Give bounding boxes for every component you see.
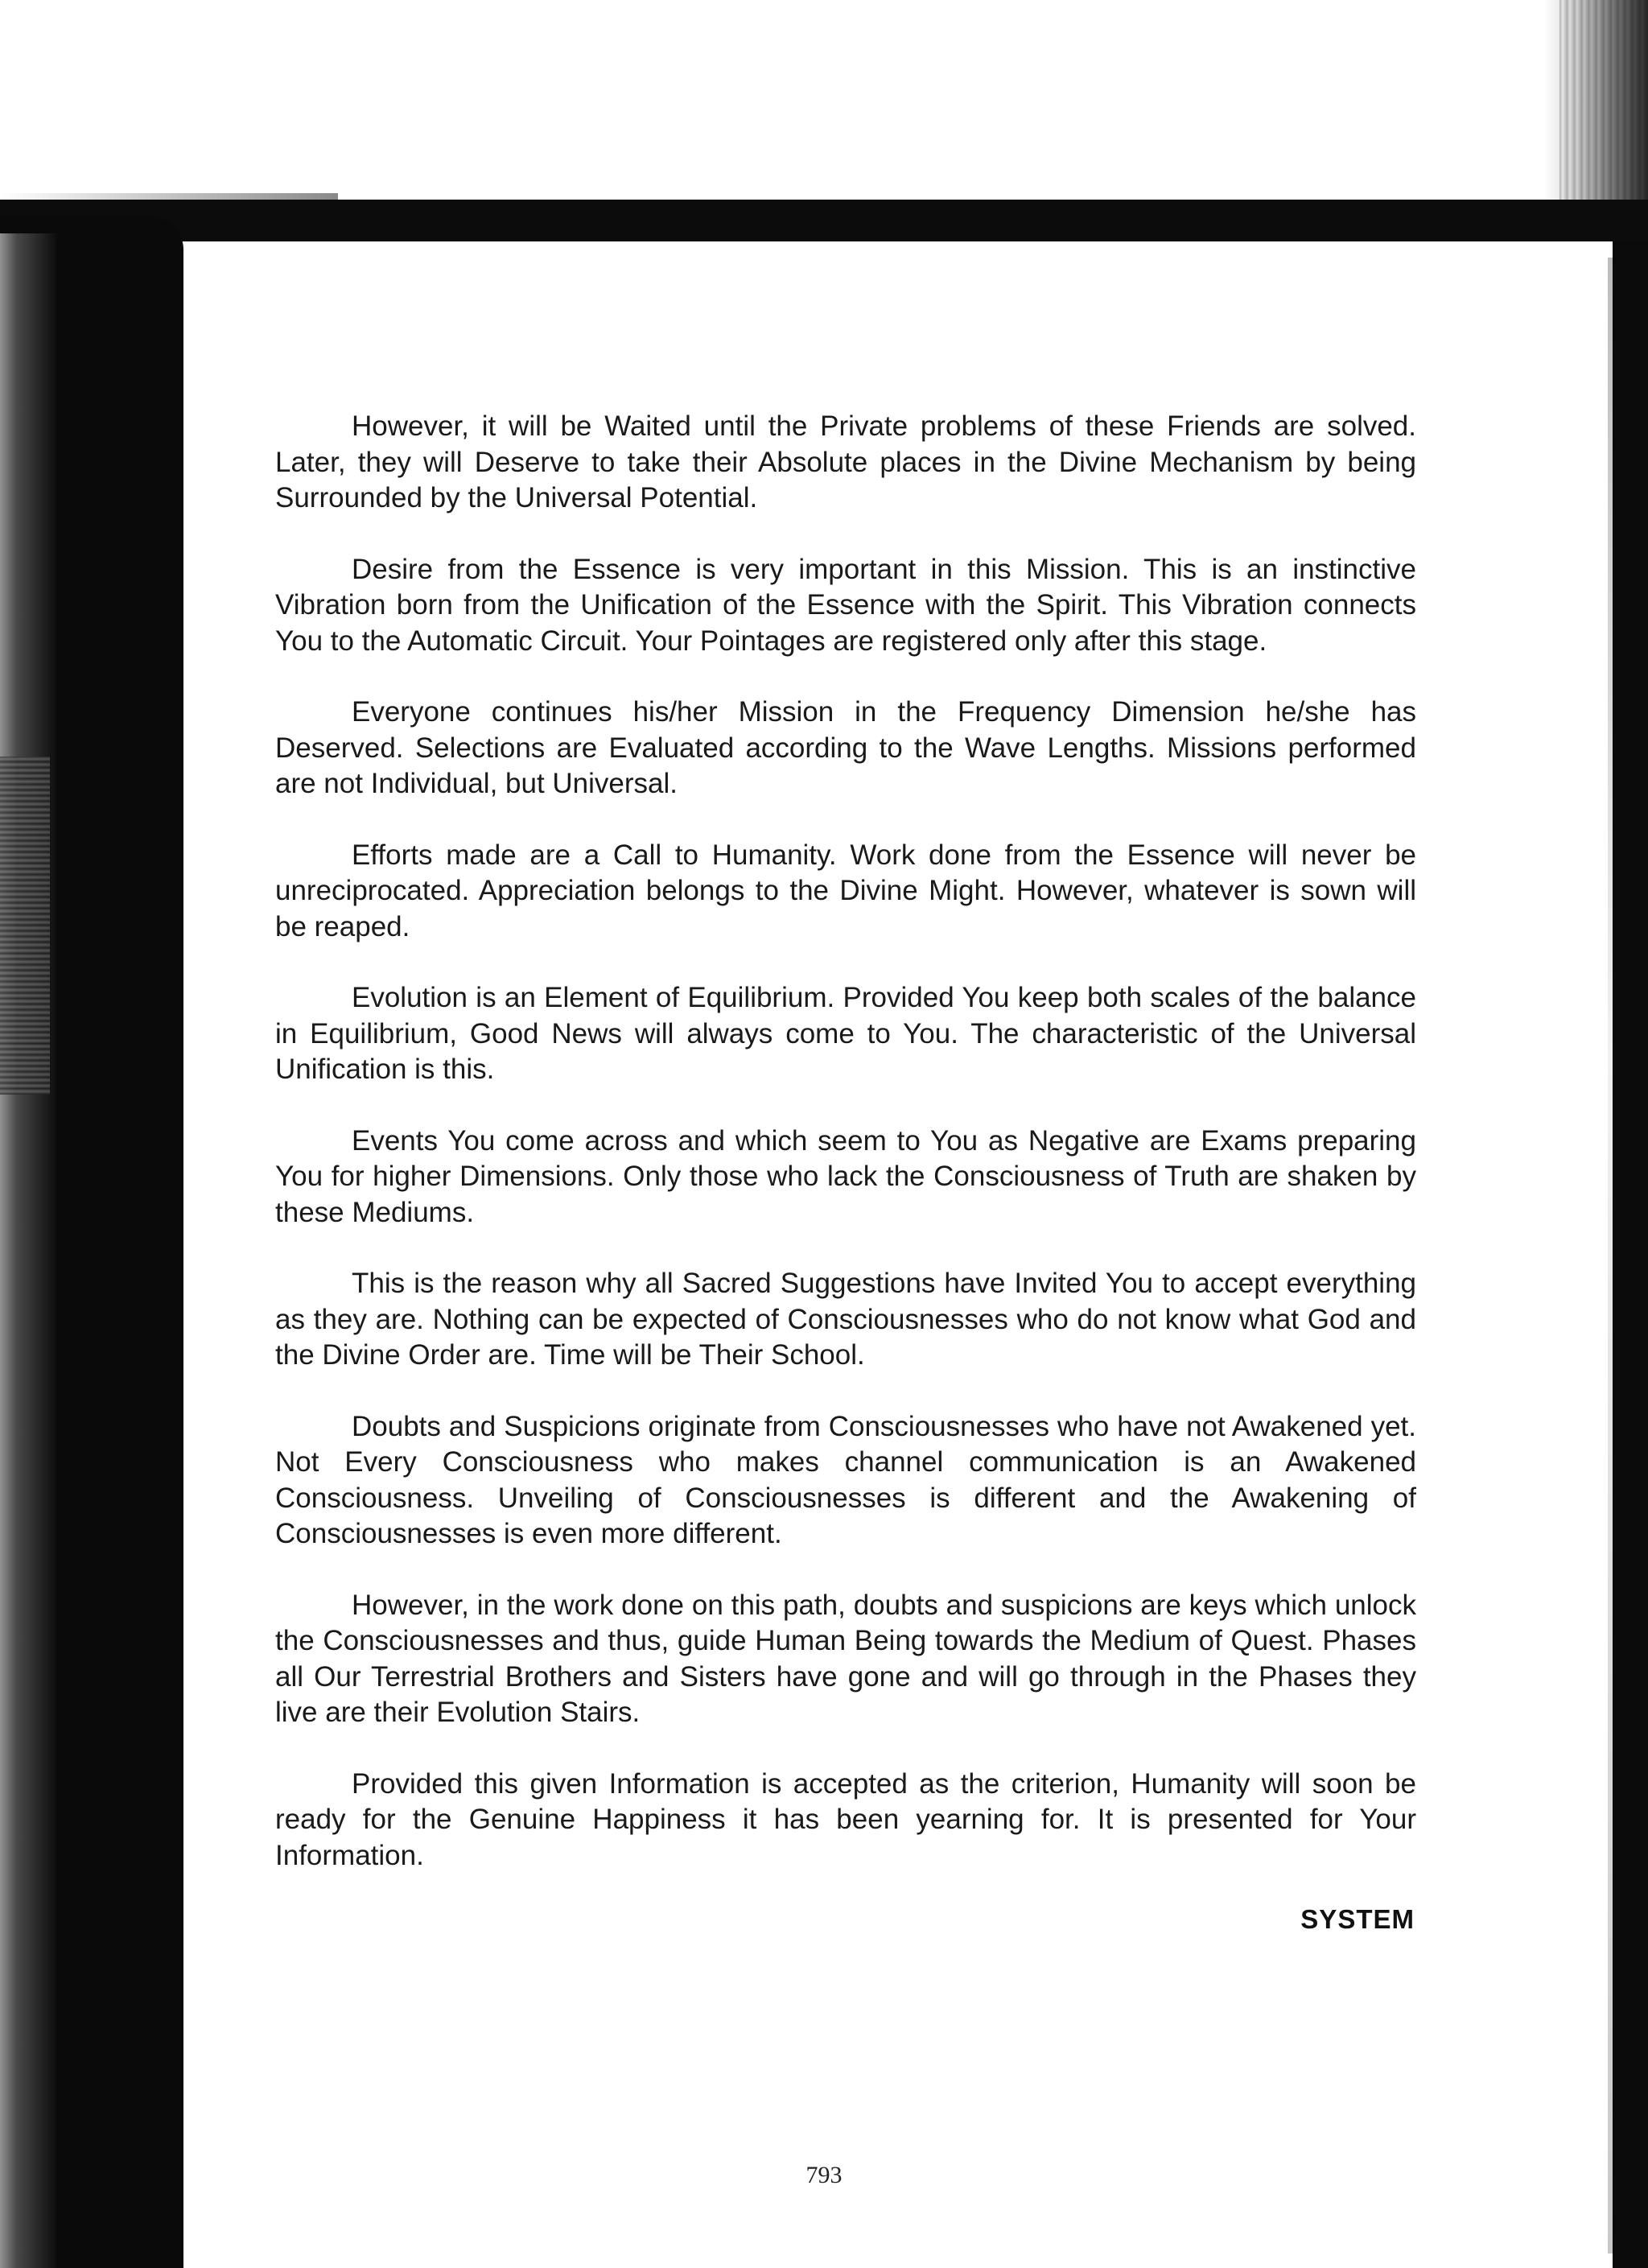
paragraph: Desire from the Essence is very important in this Mission. This is an instinctive Vibration born from the Unification of the Essence with the Spirit. This Vibration connects You to the Automatic Circuit. Your Pointages are registered only after this stage.	[275, 553, 1416, 657]
signature: SYSTEM	[1300, 1904, 1415, 1934]
body-text	[275, 409, 1416, 1909]
page-number: 793	[805, 2162, 843, 2188]
paragraph: Provided this given Information is accepted as the criterion, Humanity will soon be ready for the Genuine Happiness it has been yearning for. It is presented for Your Information.	[275, 1767, 1416, 1871]
page-corner-texture	[1559, 0, 1648, 201]
left-spine-texture	[0, 757, 50, 1095]
paragraph: This is the reason why all Sacred Suggestions have Invited You to accept everything as they are. Nothing can be expected of Consciousnesses who do not know what God and the Divine Order are. Time will be Their School.	[275, 1268, 1416, 1371]
paragraph: However, it will be Waited until the Private problems of these Friends are solved. Later, they will Deserve to take their Absolute places in the Divine Mechanism by being Surrounded by the Universal Potential.	[275, 410, 1416, 513]
right-scan-border	[1613, 241, 1648, 2268]
paragraph: Everyone continues his/her Mission in the Frequency Dimension he/she has Deserved. Selections are Evaluated according to the Wave Lengths. Missions performed are not Individual, but Universal.	[275, 696, 1416, 799]
paragraph: Efforts made are a Call to Humanity. Work done from the Essence will never be unreciprocated. Appreciation belongs to the Divine Might. However, whatever is sown will be reaped.	[275, 839, 1416, 942]
paragraph: However, in the work done on this path, doubts and suspicions are keys which unlock the Consciousnesses and thus, guide Human Being towards the Medium of Quest. Phases all Our Terrestrial Brothers and Sisters have gone and will go through in the Phases they live are their Evolution Stairs.	[275, 1589, 1416, 1728]
left-spine-edge	[0, 233, 56, 2268]
paragraph: Doubts and Suspicions originate from Consciousnesses who have not Awakened yet. Not Every Consciousness who makes channel communication is an Awakened Consciousness. Unveiling of Consciousnesses is different and the Awakening of Consciousnesses is even more different.	[275, 1410, 1416, 1549]
right-page-edge	[1608, 258, 1613, 2254]
top-scan-border	[0, 200, 1648, 241]
paragraph: Events You come across and which seem to You as Negative are Exams preparing You for higher Dimensions. Only those who lack the Consciousness of Truth are shaken by these Mediums.	[275, 1124, 1416, 1228]
paragraph: Evolution is an Element of Equilibrium. Provided You keep both scales of the balance in Equilibrium, Good News will always come to You. The characteristic of the Universal Unification is this.	[275, 982, 1416, 1085]
